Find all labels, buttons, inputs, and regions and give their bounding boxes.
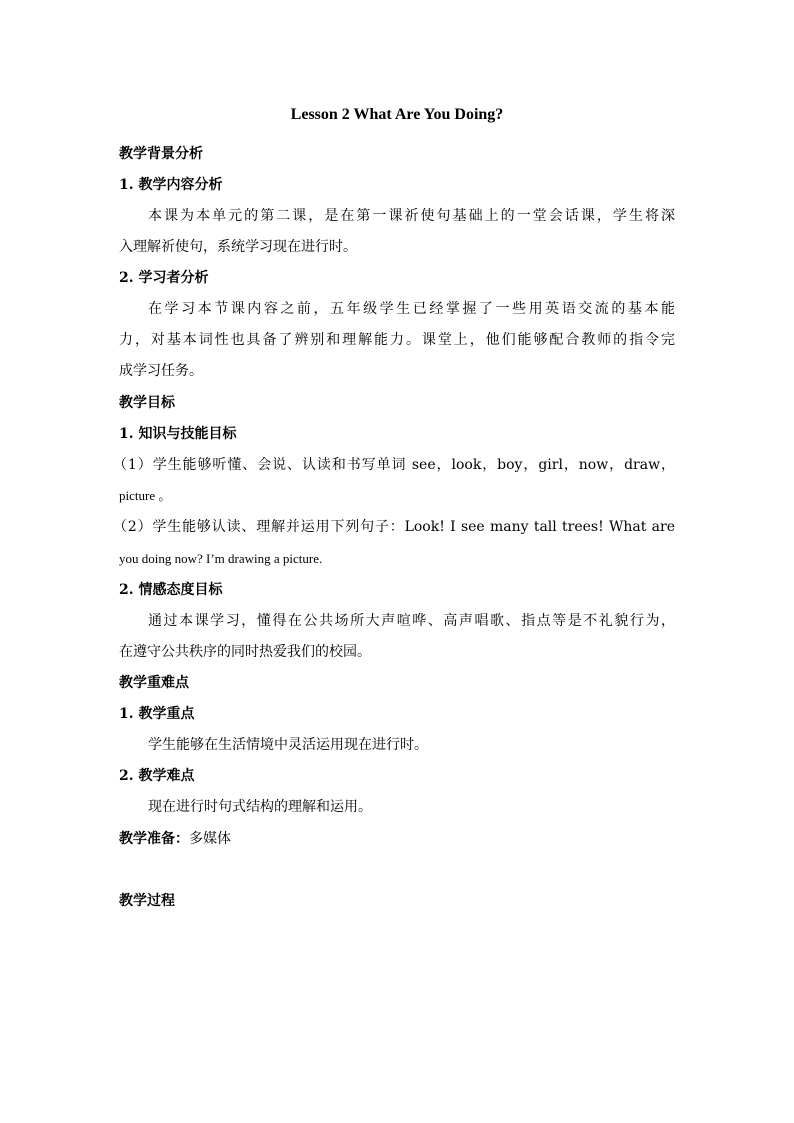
paragraph-line: 在学习本节课内容之前，五年级学生已经掌握了一些用英语交流的基本能: [148, 301, 675, 317]
section-heading-key-points: 教学重难点: [119, 675, 189, 691]
preparation-value: 多媒体: [189, 831, 231, 847]
list-item-line: picture 。: [119, 488, 172, 503]
list-item-line: you doing now? I’m drawing a picture.: [119, 551, 323, 566]
subheading-difficulty: 2. 教学难点: [119, 768, 195, 784]
section-heading-background: 教学背景分析: [119, 146, 203, 162]
preparation-label: 教学准备：: [119, 831, 189, 847]
paragraph-line: 入理解祈使句，系统学习现在进行时。: [119, 239, 357, 255]
paragraph-line: 通过本课学习，懂得在公共场所大声喧哗、高声唱歌、指点等是不礼貌行为，: [148, 613, 675, 629]
section-heading-objectives: 教学目标: [119, 395, 175, 411]
subheading-attitude: 2. 情感态度目标: [119, 582, 223, 598]
list-item-line: （2）学生能够认读、理解并运用下列句子：Look! I see many tall trees! What are: [113, 519, 675, 535]
subheading-learner-analysis: 2. 学习者分析: [119, 270, 209, 286]
section-heading-process: 教学过程: [119, 893, 175, 909]
preparation-line: [119, 828, 675, 850]
paragraph-line: 在遵守公共秩序的同时热爱我们的校园。: [119, 644, 371, 660]
paragraph-line: 成学习任务。: [119, 363, 203, 379]
page-title: Lesson 2 What Are You Doing?: [290, 106, 504, 123]
paragraph-line: 力，对基本词性也具备了辨别和理解能力。课堂上，他们能够配合教师的指令完: [119, 332, 675, 348]
subheading-knowledge-skills: 1. 知识与技能目标: [119, 426, 237, 442]
list-item-line: （1）学生能够听懂、会说、认读和书写单词 see，look，boy，girl，now，draw，: [113, 457, 675, 473]
paragraph-line: 本课为本单元的第二课，是在第一课祈使句基础上的一堂会话课，学生将深: [148, 208, 675, 224]
subheading-focus: 1. 教学重点: [119, 706, 195, 722]
paragraph-line: 学生能够在生活情境中灵活运用现在进行时。: [148, 737, 428, 753]
paragraph-line: 现在进行时句式结构的理解和运用。: [148, 799, 372, 815]
subheading-content-analysis: 1. 教学内容分析: [119, 177, 223, 193]
